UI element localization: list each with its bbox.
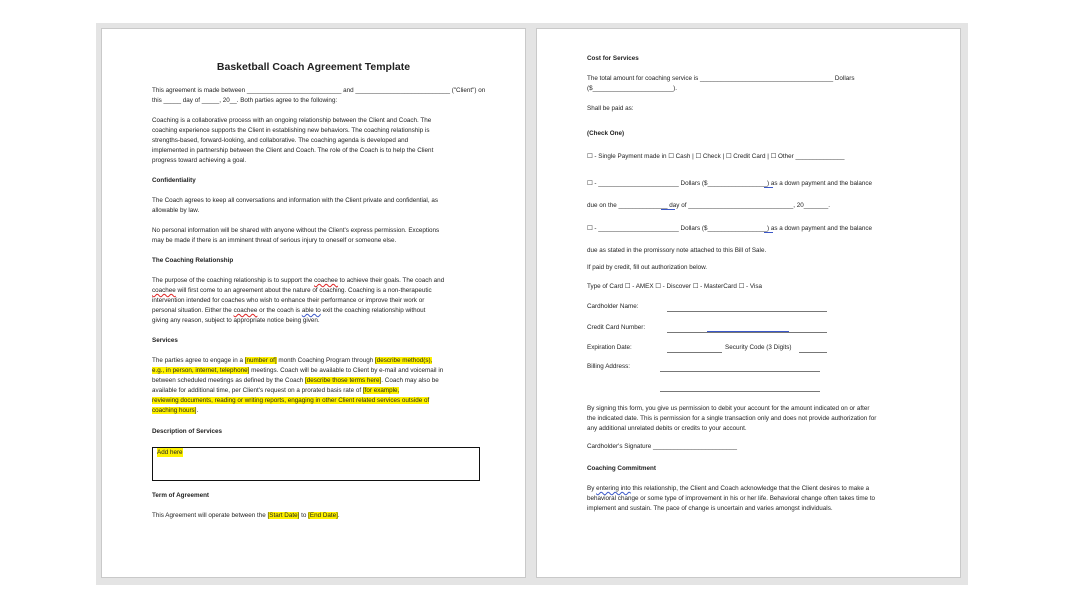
coaching-paragraph-line: progress toward achieving a goal. <box>152 157 247 164</box>
confidentiality-line: allowable by law. <box>152 207 200 214</box>
total-amount-line: ($_______________________). <box>587 85 677 92</box>
coaching-paragraph-line: Coaching is a collaborative process with an ongoing relationship between the Client and Coach. The <box>152 117 432 124</box>
document-page-2 <box>536 28 961 578</box>
relationship-line: coachee will first come to an agreement about the nature of coaching. Coaching is a non-therapeutic <box>152 287 432 294</box>
document-viewer <box>96 23 968 585</box>
coaching-paragraph-line: coaching experience supports the Client in establishing new behaviors. The coaching relationship is <box>152 127 430 134</box>
billing-address-label: Billing Address: <box>587 363 631 370</box>
add-here-placeholder: Add here <box>157 449 183 456</box>
confidentiality-line: may be made if there is an imminent threat of serious injury to oneself or someone else. <box>152 237 397 244</box>
spell-check-mark <box>764 232 773 233</box>
down-payment-option-1[interactable]: ☐ - _______________________ Dollars ($_________________) as a down payment and the balance <box>587 180 873 187</box>
services-line: coaching hours]. <box>152 407 199 414</box>
cardholder-name-field[interactable] <box>667 311 827 312</box>
services-line: e.g., in person, internet, telephone] meetings. Coach will be available to Client by e-mail and voicemail in <box>152 367 444 374</box>
check-one-label: (Check One) <box>587 130 625 137</box>
signing-line: any additional unrelated debits or credits to your account. <box>587 425 747 432</box>
relationship-line: The purpose of the coaching relationship is to support the coachee to achieve their goals. The coach and <box>152 277 445 284</box>
single-payment-option[interactable]: ☐ - Single Payment made in ☐ Cash | ☐ Check | ☐ Credit Card | ☐ Other ______________ <box>587 153 845 160</box>
total-amount-line: The total amount for coaching service is ______________________________________ Dollars <box>587 75 855 82</box>
services-line: between scheduled meetings as defined by the Coach [describe those terms here]. Coach may also be <box>152 377 439 384</box>
document-title: Basketball Coach Agreement Template <box>216 61 411 73</box>
cc-number-field[interactable] <box>667 332 827 333</box>
services-line: available for additional time, per Client's request on a prorated basis rate of [for example, <box>152 387 400 394</box>
relationship-heading: The Coaching Relationship <box>152 257 234 264</box>
card-type-options[interactable]: Type of Card ☐ - AMEX ☐ - Discover ☐ - MasterCard ☐ - Visa <box>587 283 763 290</box>
expiration-field[interactable] <box>667 352 722 353</box>
relationship-line: giving any reason, subject to appropriate notice being given. <box>152 317 320 324</box>
coaching-paragraph-line: strengths-based, forward-looking, and collaborative. The coaching agenda is developed and <box>152 137 409 144</box>
down-payment-option-2[interactable]: ☐ - _______________________ Dollars ($_________________) as a down payment and the balance <box>587 225 873 232</box>
security-code-field[interactable] <box>799 352 827 353</box>
spell-check-mark <box>707 331 789 332</box>
expiration-label: Expiration Date: <box>587 344 632 351</box>
promissory-line: due as stated in the promissory note attached to this Bill of Sale. <box>587 247 767 254</box>
coaching-paragraph-line: implemented in partnership between the Client and Coach. The role of the Coach is to help the Client <box>152 147 434 154</box>
due-on-line: due on the ______________ day of ______________________________, 20_______. <box>587 202 831 209</box>
intro-line: this _____ day of _____, 20__. Both parties agree to the following: <box>152 97 338 104</box>
commitment-line: implement and sustain. The pace of change is uncertain and varies amongst individuals. <box>587 505 833 512</box>
billing-address-field[interactable] <box>660 391 820 392</box>
signing-line: the indicated date. This is permission for a single transaction only and does not provide authorization for <box>587 415 877 422</box>
paid-as-label: Shall be paid as: <box>587 105 634 112</box>
cost-heading: Cost for Services <box>587 55 639 62</box>
document-page-1 <box>101 28 526 578</box>
cc-number-label: Credit Card Number: <box>587 324 646 331</box>
intro-line: This agreement is made between ___________________________ and ___________________________ ("Client") on <box>152 87 486 94</box>
relationship-line: personal situation. Either the coachee or the coach is able to exit the coaching relationship without <box>152 307 426 314</box>
services-heading: Services <box>152 337 178 344</box>
term-line: This Agreement will operate between the [Start Date] to [End Date]. <box>152 512 340 519</box>
commitment-line: behavioral change or some type of improvement in his or her life. Behavioral change often takes time to <box>587 495 876 502</box>
services-line: reviewing documents, reading or writing reports, engaging in other Client related services outside of <box>152 397 430 404</box>
relationship-line: intervention intended for coaches who wish to enhance their performance or improve their work or <box>152 297 425 304</box>
spell-check-mark <box>764 187 773 188</box>
billing-address-field[interactable] <box>660 371 820 372</box>
spell-check-mark <box>661 209 675 210</box>
confidentiality-line: No personal information will be shared with anyone without the Client's express permission. Exceptions <box>152 227 440 234</box>
commitment-heading: Coaching Commitment <box>587 465 656 472</box>
cardholder-name-label: Cardholder Name: <box>587 303 639 310</box>
signature-line[interactable]: Cardholder's Signature ________________________ <box>587 443 738 450</box>
confidentiality-heading: Confidentiality <box>152 177 196 184</box>
description-heading: Description of Services <box>152 428 222 435</box>
commitment-line: By entering into this relationship, the Client and Coach acknowledge that the Client desires to make a <box>587 485 870 492</box>
signing-line: By signing this form, you give us permission to debit your account for the amount indicated on or after <box>587 405 870 412</box>
term-heading: Term of Agreement <box>152 492 210 499</box>
description-input-box[interactable] <box>152 447 480 481</box>
confidentiality-line: The Coach agrees to keep all conversations and information with the Client private and confidential, as <box>152 197 438 204</box>
if-credit-line: If paid by credit, fill out authorization below. <box>587 264 708 271</box>
security-code-label: Security Code (3 Digits) <box>725 344 792 351</box>
services-line: The parties agree to engage in a [number of] month Coaching Program through [describe method(s), <box>152 357 433 364</box>
